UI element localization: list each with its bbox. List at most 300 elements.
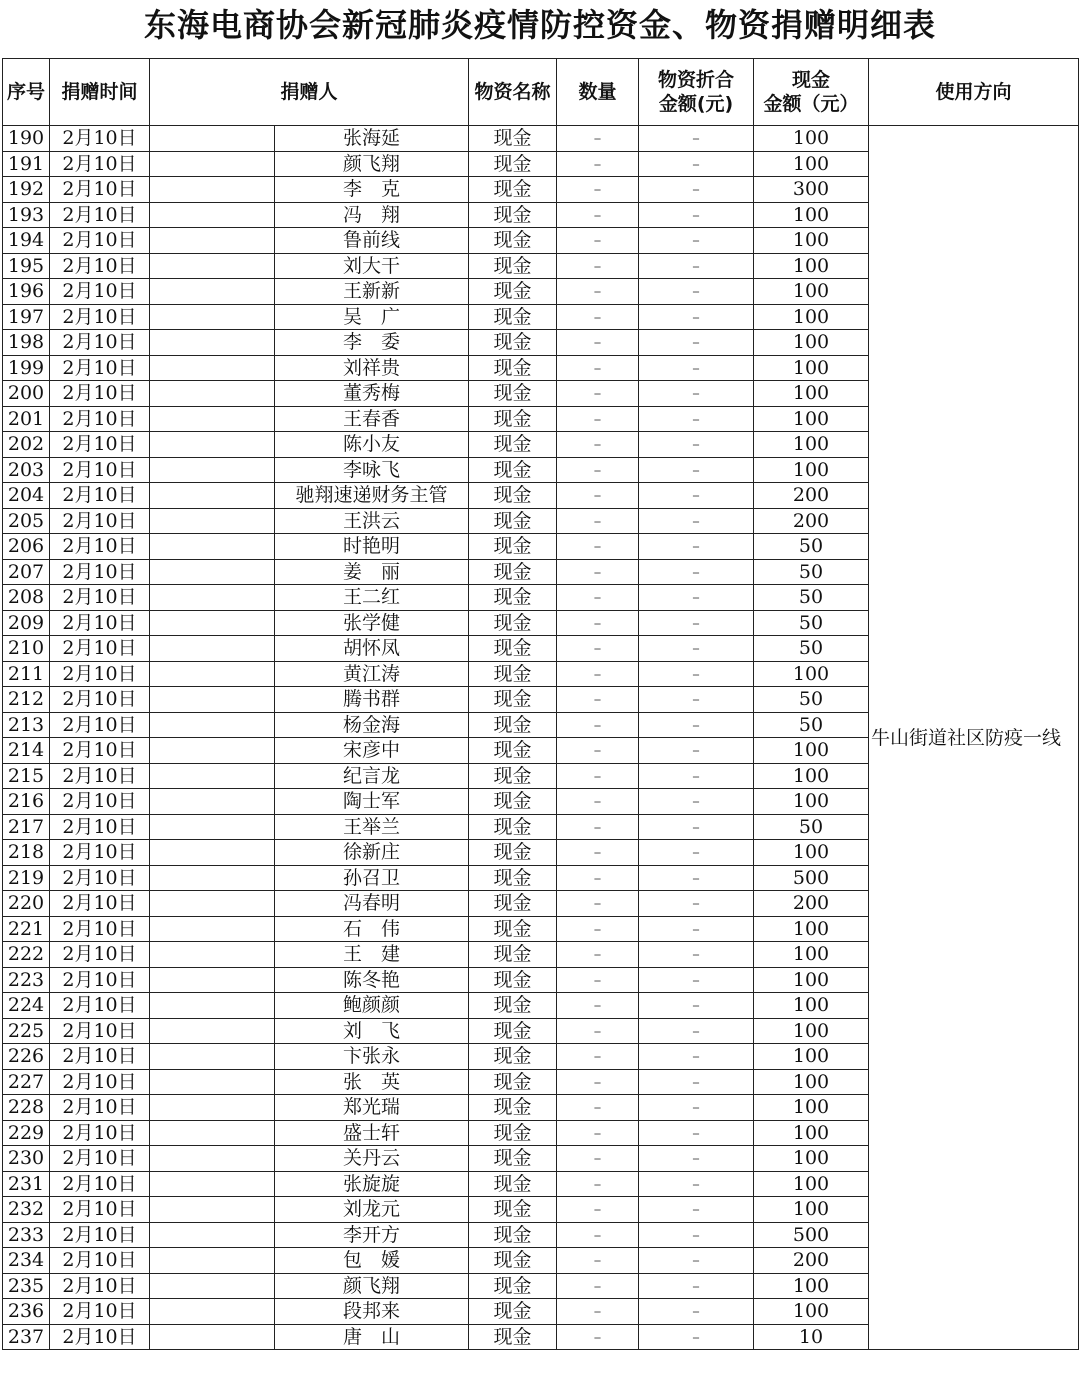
qty-cell: – — [557, 1095, 639, 1121]
donor-cell: 陶士军 — [275, 789, 469, 815]
qty-cell: – — [557, 304, 639, 330]
date-cell: 2月10日 — [50, 1146, 150, 1172]
blank-cell — [150, 1171, 275, 1197]
date-cell: 2月10日 — [50, 967, 150, 993]
material-cell: 现金 — [469, 559, 557, 585]
value-cell: – — [639, 228, 754, 254]
qty-cell: – — [557, 1222, 639, 1248]
qty-cell: – — [557, 559, 639, 585]
qty-cell: – — [557, 636, 639, 662]
seq-cell: 229 — [3, 1120, 50, 1146]
header-value — [639, 59, 754, 126]
cash-cell: 50 — [754, 610, 869, 636]
donor-cell: 孙召卫 — [275, 865, 469, 891]
material-cell: 现金 — [469, 840, 557, 866]
donor-cell: 段邦来 — [275, 1299, 469, 1325]
material-cell: 现金 — [469, 1299, 557, 1325]
seq-cell: 205 — [3, 508, 50, 534]
blank-cell — [150, 304, 275, 330]
donor-cell: 卞张永 — [275, 1044, 469, 1070]
value-cell: – — [639, 126, 754, 152]
donor-cell: 时艳明 — [275, 534, 469, 560]
header-material: 物资名称 — [469, 59, 557, 126]
date-cell: 2月10日 — [50, 304, 150, 330]
blank-cell — [150, 483, 275, 509]
table-row — [3, 126, 1079, 152]
donor-cell: 张旋旋 — [275, 1171, 469, 1197]
value-cell: – — [639, 279, 754, 305]
blank-cell — [150, 253, 275, 279]
date-cell: 2月10日 — [50, 661, 150, 687]
qty-cell: – — [557, 814, 639, 840]
date-cell: 2月10日 — [50, 1248, 150, 1274]
donor-cell: 王举兰 — [275, 814, 469, 840]
donor-cell: 鲍颜颜 — [275, 993, 469, 1019]
qty-cell: – — [557, 1324, 639, 1350]
qty-cell: – — [557, 610, 639, 636]
date-cell: 2月10日 — [50, 457, 150, 483]
seq-cell: 233 — [3, 1222, 50, 1248]
material-cell: 现金 — [469, 916, 557, 942]
date-cell: 2月10日 — [50, 355, 150, 381]
header-donor: 捐赠人 — [150, 59, 469, 126]
date-cell: 2月10日 — [50, 610, 150, 636]
cash-cell: 100 — [754, 738, 869, 764]
seq-cell: 223 — [3, 967, 50, 993]
seq-cell: 213 — [3, 712, 50, 738]
qty-cell: – — [557, 1299, 639, 1325]
donor-cell: 鲁前线 — [275, 228, 469, 254]
value-cell: – — [639, 304, 754, 330]
page-title: 东海电商协会新冠肺炎疫情防控资金、物资捐赠明细表 — [143, 6, 936, 44]
qty-cell: – — [557, 1018, 639, 1044]
cash-cell: 300 — [754, 177, 869, 203]
value-cell: – — [639, 1044, 754, 1070]
value-cell: – — [639, 406, 754, 432]
header-value-line1: 物资折合 — [658, 69, 735, 91]
date-cell: 2月10日 — [50, 483, 150, 509]
header-usage: 使用方向 — [869, 59, 1079, 126]
seq-cell: 191 — [3, 151, 50, 177]
date-cell: 2月10日 — [50, 1324, 150, 1350]
qty-cell: – — [557, 1044, 639, 1070]
donor-cell: 李开方 — [275, 1222, 469, 1248]
blank-cell — [150, 661, 275, 687]
date-cell: 2月10日 — [50, 1044, 150, 1070]
blank-cell — [150, 610, 275, 636]
value-cell: – — [639, 712, 754, 738]
seq-cell: 222 — [3, 942, 50, 968]
blank-cell — [150, 865, 275, 891]
material-cell: 现金 — [469, 1069, 557, 1095]
date-cell: 2月10日 — [50, 840, 150, 866]
material-cell: 现金 — [469, 712, 557, 738]
date-cell: 2月10日 — [50, 151, 150, 177]
blank-cell — [150, 228, 275, 254]
cash-cell: 100 — [754, 304, 869, 330]
blank-cell — [150, 457, 275, 483]
seq-cell: 236 — [3, 1299, 50, 1325]
cash-cell: 100 — [754, 916, 869, 942]
header-time: 捐赠时间 — [50, 59, 150, 126]
qty-cell: – — [557, 916, 639, 942]
blank-cell — [150, 636, 275, 662]
donor-cell: 李 克 — [275, 177, 469, 203]
donor-cell: 杨金海 — [275, 712, 469, 738]
qty-cell: – — [557, 406, 639, 432]
donor-cell: 吴 广 — [275, 304, 469, 330]
material-cell: 现金 — [469, 432, 557, 458]
material-cell: 现金 — [469, 1248, 557, 1274]
qty-cell: – — [557, 177, 639, 203]
material-cell: 现金 — [469, 1273, 557, 1299]
donor-cell: 包 媛 — [275, 1248, 469, 1274]
blank-cell — [150, 330, 275, 356]
blank-cell — [150, 1069, 275, 1095]
material-cell: 现金 — [469, 1197, 557, 1223]
material-cell: 现金 — [469, 228, 557, 254]
qty-cell: – — [557, 508, 639, 534]
seq-cell: 231 — [3, 1171, 50, 1197]
blank-cell — [150, 738, 275, 764]
material-cell: 现金 — [469, 483, 557, 509]
value-cell: – — [639, 891, 754, 917]
cash-cell: 100 — [754, 432, 869, 458]
cash-cell: 100 — [754, 1044, 869, 1070]
seq-cell: 217 — [3, 814, 50, 840]
qty-cell: – — [557, 967, 639, 993]
cash-cell: 100 — [754, 1095, 869, 1121]
value-cell: – — [639, 202, 754, 228]
value-cell: – — [639, 534, 754, 560]
qty-cell: – — [557, 942, 639, 968]
donor-cell: 姜 丽 — [275, 559, 469, 585]
value-cell: – — [639, 865, 754, 891]
cash-cell: 500 — [754, 1222, 869, 1248]
date-cell: 2月10日 — [50, 432, 150, 458]
value-cell: – — [639, 763, 754, 789]
seq-cell: 230 — [3, 1146, 50, 1172]
cash-cell: 100 — [754, 151, 869, 177]
blank-cell — [150, 279, 275, 305]
donor-cell: 刘大干 — [275, 253, 469, 279]
blank-cell — [150, 508, 275, 534]
date-cell: 2月10日 — [50, 993, 150, 1019]
blank-cell — [150, 1044, 275, 1070]
value-cell: – — [639, 636, 754, 662]
value-cell: – — [639, 942, 754, 968]
value-cell: – — [639, 1222, 754, 1248]
blank-cell — [150, 559, 275, 585]
date-cell: 2月10日 — [50, 330, 150, 356]
date-cell: 2月10日 — [50, 687, 150, 713]
donor-cell: 驰翔速递财务主管 — [275, 483, 469, 509]
header-qty: 数量 — [557, 59, 639, 126]
seq-cell: 232 — [3, 1197, 50, 1223]
seq-cell: 195 — [3, 253, 50, 279]
value-cell: – — [639, 1095, 754, 1121]
qty-cell: – — [557, 1197, 639, 1223]
cash-cell: 200 — [754, 891, 869, 917]
material-cell: 现金 — [469, 457, 557, 483]
date-cell: 2月10日 — [50, 381, 150, 407]
value-cell: – — [639, 967, 754, 993]
donor-cell: 胡怀凤 — [275, 636, 469, 662]
value-cell: – — [639, 253, 754, 279]
value-cell: – — [639, 508, 754, 534]
qty-cell: – — [557, 483, 639, 509]
qty-cell: – — [557, 432, 639, 458]
seq-cell: 234 — [3, 1248, 50, 1274]
seq-cell: 199 — [3, 355, 50, 381]
qty-cell: – — [557, 1273, 639, 1299]
donor-cell: 冯春明 — [275, 891, 469, 917]
seq-cell: 237 — [3, 1324, 50, 1350]
donor-cell: 董秀梅 — [275, 381, 469, 407]
blank-cell — [150, 585, 275, 611]
blank-cell — [150, 687, 275, 713]
material-cell: 现金 — [469, 534, 557, 560]
cash-cell: 100 — [754, 355, 869, 381]
qty-cell: – — [557, 738, 639, 764]
material-cell: 现金 — [469, 865, 557, 891]
value-cell: – — [639, 840, 754, 866]
date-cell: 2月10日 — [50, 228, 150, 254]
qty-cell: – — [557, 789, 639, 815]
cash-cell: 100 — [754, 1171, 869, 1197]
donor-cell: 郑光瑞 — [275, 1095, 469, 1121]
material-cell: 现金 — [469, 636, 557, 662]
blank-cell — [150, 202, 275, 228]
cash-cell: 10 — [754, 1324, 869, 1350]
cash-cell: 50 — [754, 814, 869, 840]
value-cell: – — [639, 916, 754, 942]
header-seq: 序号 — [3, 59, 50, 126]
donor-cell: 王 建 — [275, 942, 469, 968]
blank-cell — [150, 126, 275, 152]
value-cell: – — [639, 1248, 754, 1274]
donor-cell: 唐 山 — [275, 1324, 469, 1350]
blank-cell — [150, 1222, 275, 1248]
seq-cell: 216 — [3, 789, 50, 815]
qty-cell: – — [557, 661, 639, 687]
donor-cell: 关丹云 — [275, 1146, 469, 1172]
table-body — [3, 126, 1079, 1350]
date-cell: 2月10日 — [50, 763, 150, 789]
value-cell: – — [639, 177, 754, 203]
qty-cell: – — [557, 840, 639, 866]
date-cell: 2月10日 — [50, 253, 150, 279]
cash-cell: 100 — [754, 1018, 869, 1044]
material-cell: 现金 — [469, 1095, 557, 1121]
cash-cell: 100 — [754, 330, 869, 356]
cash-cell: 50 — [754, 687, 869, 713]
value-cell: – — [639, 355, 754, 381]
material-cell: 现金 — [469, 610, 557, 636]
seq-cell: 204 — [3, 483, 50, 509]
donor-cell: 纪言龙 — [275, 763, 469, 789]
seq-cell: 190 — [3, 126, 50, 152]
cash-cell: 200 — [754, 483, 869, 509]
donor-cell: 腾书群 — [275, 687, 469, 713]
blank-cell — [150, 942, 275, 968]
cash-cell: 100 — [754, 993, 869, 1019]
value-cell: – — [639, 789, 754, 815]
material-cell: 现金 — [469, 993, 557, 1019]
material-cell: 现金 — [469, 763, 557, 789]
blank-cell — [150, 1299, 275, 1325]
date-cell: 2月10日 — [50, 202, 150, 228]
qty-cell: – — [557, 993, 639, 1019]
donor-cell: 陈小友 — [275, 432, 469, 458]
seq-cell: 206 — [3, 534, 50, 560]
material-cell: 现金 — [469, 279, 557, 305]
cash-cell: 100 — [754, 1197, 869, 1223]
material-cell: 现金 — [469, 967, 557, 993]
material-cell: 现金 — [469, 126, 557, 152]
material-cell: 现金 — [469, 687, 557, 713]
cash-cell: 50 — [754, 712, 869, 738]
blank-cell — [150, 1197, 275, 1223]
seq-cell: 218 — [3, 840, 50, 866]
value-cell: – — [639, 1197, 754, 1223]
donor-cell: 徐新庄 — [275, 840, 469, 866]
cash-cell: 100 — [754, 967, 869, 993]
qty-cell: – — [557, 126, 639, 152]
qty-cell: – — [557, 279, 639, 305]
material-cell: 现金 — [469, 891, 557, 917]
blank-cell — [150, 1146, 275, 1172]
value-cell: – — [639, 1324, 754, 1350]
qty-cell: – — [557, 534, 639, 560]
donor-cell: 刘龙元 — [275, 1197, 469, 1223]
seq-cell: 235 — [3, 1273, 50, 1299]
donor-cell: 颜飞翔 — [275, 151, 469, 177]
donor-cell: 陈冬艳 — [275, 967, 469, 993]
seq-cell: 225 — [3, 1018, 50, 1044]
seq-cell: 192 — [3, 177, 50, 203]
value-cell: – — [639, 738, 754, 764]
blank-cell — [150, 993, 275, 1019]
date-cell: 2月10日 — [50, 1299, 150, 1325]
seq-cell: 211 — [3, 661, 50, 687]
date-cell: 2月10日 — [50, 126, 150, 152]
qty-cell: – — [557, 1069, 639, 1095]
date-cell: 2月10日 — [50, 177, 150, 203]
donor-cell: 石 伟 — [275, 916, 469, 942]
date-cell: 2月10日 — [50, 712, 150, 738]
cash-cell: 200 — [754, 508, 869, 534]
donor-cell: 张 英 — [275, 1069, 469, 1095]
cash-cell: 100 — [754, 1273, 869, 1299]
value-cell: – — [639, 993, 754, 1019]
cash-cell: 100 — [754, 202, 869, 228]
cash-cell: 200 — [754, 1248, 869, 1274]
material-cell: 现金 — [469, 738, 557, 764]
date-cell: 2月10日 — [50, 585, 150, 611]
donor-cell: 宋彦中 — [275, 738, 469, 764]
seq-cell: 193 — [3, 202, 50, 228]
cash-cell: 50 — [754, 585, 869, 611]
material-cell: 现金 — [469, 789, 557, 815]
material-cell: 现金 — [469, 1222, 557, 1248]
qty-cell: – — [557, 202, 639, 228]
donor-cell: 冯 翔 — [275, 202, 469, 228]
date-cell: 2月10日 — [50, 916, 150, 942]
cash-cell: 100 — [754, 406, 869, 432]
material-cell: 现金 — [469, 253, 557, 279]
cash-cell: 100 — [754, 126, 869, 152]
blank-cell — [150, 763, 275, 789]
date-cell: 2月10日 — [50, 559, 150, 585]
cash-cell: 100 — [754, 279, 869, 305]
material-cell: 现金 — [469, 814, 557, 840]
cash-cell: 100 — [754, 1120, 869, 1146]
blank-cell — [150, 406, 275, 432]
blank-cell — [150, 891, 275, 917]
donor-cell: 颜飞翔 — [275, 1273, 469, 1299]
date-cell: 2月10日 — [50, 1273, 150, 1299]
seq-cell: 212 — [3, 687, 50, 713]
seq-cell: 207 — [3, 559, 50, 585]
seq-cell: 198 — [3, 330, 50, 356]
material-cell: 现金 — [469, 355, 557, 381]
cash-cell: 50 — [754, 636, 869, 662]
seq-cell: 220 — [3, 891, 50, 917]
cash-cell: 100 — [754, 253, 869, 279]
seq-cell: 219 — [3, 865, 50, 891]
qty-cell: – — [557, 1146, 639, 1172]
material-cell: 现金 — [469, 1120, 557, 1146]
material-cell: 现金 — [469, 202, 557, 228]
seq-cell: 210 — [3, 636, 50, 662]
material-cell: 现金 — [469, 942, 557, 968]
material-cell: 现金 — [469, 1324, 557, 1350]
blank-cell — [150, 814, 275, 840]
value-cell: – — [639, 1171, 754, 1197]
qty-cell: – — [557, 381, 639, 407]
seq-cell: 201 — [3, 406, 50, 432]
header-cash-line1: 现金 — [792, 69, 831, 91]
material-cell: 现金 — [469, 1146, 557, 1172]
cash-cell: 50 — [754, 534, 869, 560]
material-cell: 现金 — [469, 1171, 557, 1197]
date-cell: 2月10日 — [50, 636, 150, 662]
cash-cell: 100 — [754, 661, 869, 687]
seq-cell: 214 — [3, 738, 50, 764]
material-cell: 现金 — [469, 177, 557, 203]
qty-cell: – — [557, 585, 639, 611]
seq-cell: 228 — [3, 1095, 50, 1121]
value-cell: – — [639, 1146, 754, 1172]
value-cell: – — [639, 687, 754, 713]
date-cell: 2月10日 — [50, 789, 150, 815]
seq-cell: 227 — [3, 1069, 50, 1095]
material-cell: 现金 — [469, 508, 557, 534]
blank-cell — [150, 840, 275, 866]
donor-cell: 李咏飞 — [275, 457, 469, 483]
header-cash — [754, 59, 869, 126]
qty-cell: – — [557, 865, 639, 891]
date-cell: 2月10日 — [50, 1222, 150, 1248]
material-cell: 现金 — [469, 661, 557, 687]
cash-cell: 100 — [754, 763, 869, 789]
blank-cell — [150, 355, 275, 381]
cash-cell: 100 — [754, 942, 869, 968]
value-cell: – — [639, 1018, 754, 1044]
cash-cell: 100 — [754, 840, 869, 866]
value-cell: – — [639, 432, 754, 458]
